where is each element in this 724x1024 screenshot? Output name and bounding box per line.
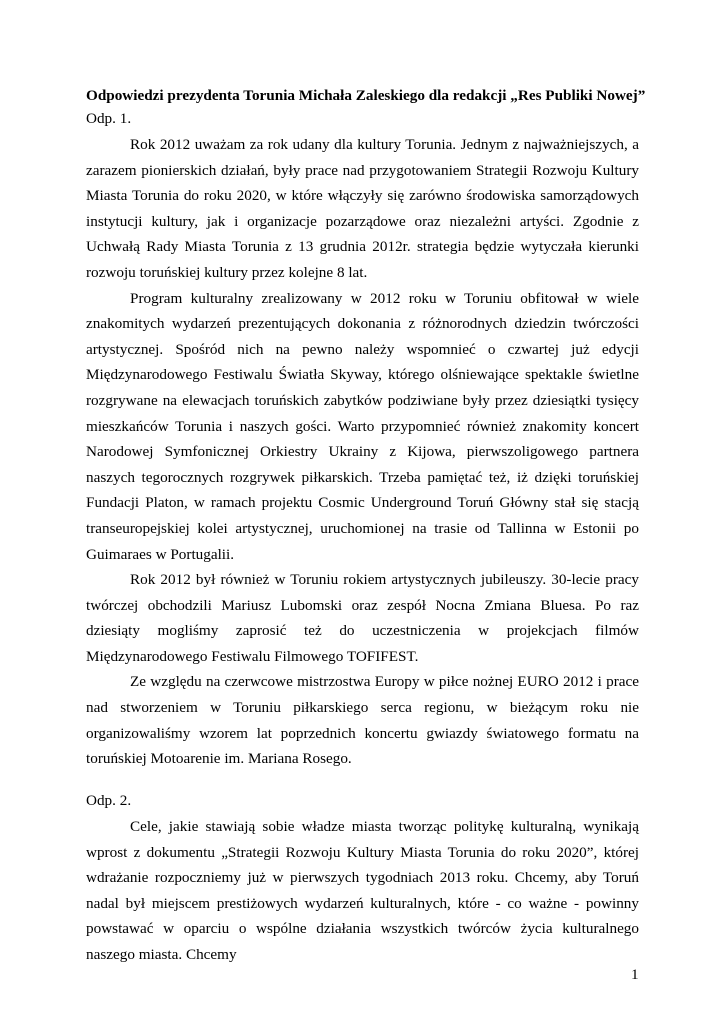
- answer-2-body: [86, 814, 639, 968]
- paragraph: Rok 2012 był również w Toruniu rokiem artystycznych jubileuszy. 30-lecie pracy twórczej obchodzili Mariusz Lubomski oraz zespół Nocna Zmiana Bluesa. Po raz dziesiąty mogliśmy zaprosić też do uczestniczenia w projekcjach filmów Międzynarodowego Festiwalu Filmowego TOFIFEST.: [86, 571, 639, 665]
- answer-2-label: Odp. 2.: [86, 792, 132, 809]
- answer-1-body: [86, 132, 639, 772]
- paragraph: Cele, jakie stawiają sobie władze miasta tworząc politykę kulturalną, wynikają wprost z dokumentu „Strategii Rozwoju Kultury Miasta Torunia do roku 2020”, której wdrażanie rozpoczniemy już w pierwszych tygodniach 2013 roku. Chcemy, aby Toruń nadal był miejscem prestiżowych wydarzeń kulturalnych, które - co ważne - powinny powstawać w oparciu o wspólne działania wszystkich twórców życia kulturalnego naszego miasta. Chcemy: [86, 818, 639, 963]
- answer-1-label: Odp. 1.: [86, 110, 132, 127]
- page-number: 1: [631, 966, 639, 983]
- paragraph: Ze względu na czerwcowe mistrzostwa Europy w piłce nożnej EURO 2012 i prace nad stworzeniem w Toruniu piłkarskiego serca regionu, w bieżącym roku nie organizowaliśmy wzorem lat poprzednich koncertu gwiazdy światowego formatu na toruńskiej Motoarenie im. Mariana Rosego.: [86, 673, 639, 768]
- paragraph: Program kulturalny zrealizowany w 2012 roku w Toruniu obfitował w wiele znakomitych wydarzeń prezentujących dokonania z różnorodnych dziedzin twórczości artystycznej. Spośród nich na pewno należy wspomnieć o czwartej już edycji Międzynarodowego Festiwalu Światła Skyway, którego olśniewające spektakle świetlne rozgrywane na elewacjach toruńskich zabytków podziwiane były przez dziesiątki tysięcy mieszkańców Torunia i naszych gości. Warto przypomnieć również znakomity koncert Narodowej Symfonicznej Orkiestry Ukrainy z Kijowa, pierwszoligowego partnera naszych tegorocznych rozgrywek piłkarskich. Trzeba pamiętać też, iż dzięki toruńskiej Fundacji Platon, w ramach projektu Cosmic Underground Toruń Główny stał się stacją transeuropejskiej kolei artystycznej, uruchomionej na trasie od Tallinna w Estonii po Guimaraes w Portugalii.: [86, 289, 639, 563]
- paragraph: Rok 2012 uważam za rok udany dla kultury Torunia. Jednym z najważniejszych, a zarazem pionierskich działań, były prace nad przygotowaniem Strategii Rozwoju Kultury Miasta Torunia do roku 2020, w które włączyły się zarówno środowiska samorządowych instytucji kultury, jak i organizacje pozarządowe oraz niezależni artyści. Zgodnie z Uchwałą Rady Miasta Torunia z 13 grudnia 2012r. strategia będzie wytyczała kierunki rozwoju toruńskiej kultury przez kolejne 8 lat.: [86, 136, 639, 281]
- document-title: Odpowiedzi prezydenta Torunia Michała Zaleskiego dla redakcji „Res Publiki Nowej”: [86, 87, 646, 104]
